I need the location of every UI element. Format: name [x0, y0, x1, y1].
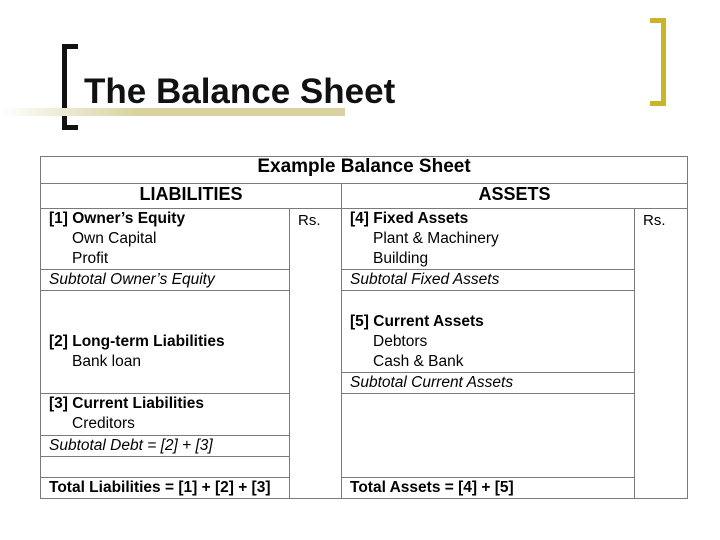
table-caption: Example Balance Sheet — [41, 157, 688, 184]
fixed-assets-subtotal: Subtotal Fixed Assets — [342, 270, 635, 291]
assets-rs-label: Rs. — [643, 212, 666, 229]
balance-sheet-table — [40, 156, 688, 499]
current-liabilities-cell — [41, 394, 290, 436]
current-assets-heading: [5] Current Assets — [350, 313, 484, 330]
creditors-item: Creditors — [72, 415, 135, 432]
owners-equity-subtotal: Subtotal Owner’s Equity — [41, 270, 290, 291]
liabilities-empty-row — [41, 457, 290, 478]
building-item: Building — [373, 250, 429, 267]
liabilities-rs-column — [290, 209, 342, 499]
slide-title: The Balance Sheet — [84, 72, 396, 111]
fixed-assets-cell — [342, 209, 635, 270]
current-liabilities-heading: [3] Current Liabilities — [49, 395, 205, 412]
total-liabilities: Total Liabilities = [1] + [2] + [3] — [41, 478, 290, 499]
liabilities-rs-label: Rs. — [298, 212, 321, 229]
fixed-assets-heading: [4] Fixed Assets — [350, 210, 469, 227]
owners-equity-heading: [1] Owner’s Equity — [49, 210, 186, 227]
current-liabilities-subtotal: Subtotal Debt = [2] + [3] — [41, 436, 290, 457]
assets-header: ASSETS — [342, 184, 688, 209]
liabilities-header: LIABILITIES — [41, 184, 342, 209]
title-bracket-left — [62, 44, 78, 130]
current-assets-cell — [342, 291, 635, 373]
current-assets-subtotal: Subtotal Current Assets — [342, 373, 635, 394]
profit-item: Profit — [72, 250, 109, 267]
longterm-liabilities-cell — [41, 291, 290, 394]
assets-empty-cell — [342, 394, 635, 478]
longterm-liabilities-heading: [2] Long-term Liabilities — [49, 333, 225, 350]
total-assets: Total Assets = [4] + [5] — [342, 478, 635, 499]
debtors-item: Debtors — [373, 333, 428, 350]
bank-loan-item: Bank loan — [72, 353, 141, 370]
own-capital-item: Own Capital — [72, 230, 157, 247]
assets-rs-column — [635, 209, 688, 499]
title-bracket-right — [650, 18, 666, 106]
owners-equity-cell — [41, 209, 290, 270]
plant-machinery-item: Plant & Machinery — [373, 230, 499, 247]
cash-bank-item: Cash & Bank — [373, 353, 464, 370]
